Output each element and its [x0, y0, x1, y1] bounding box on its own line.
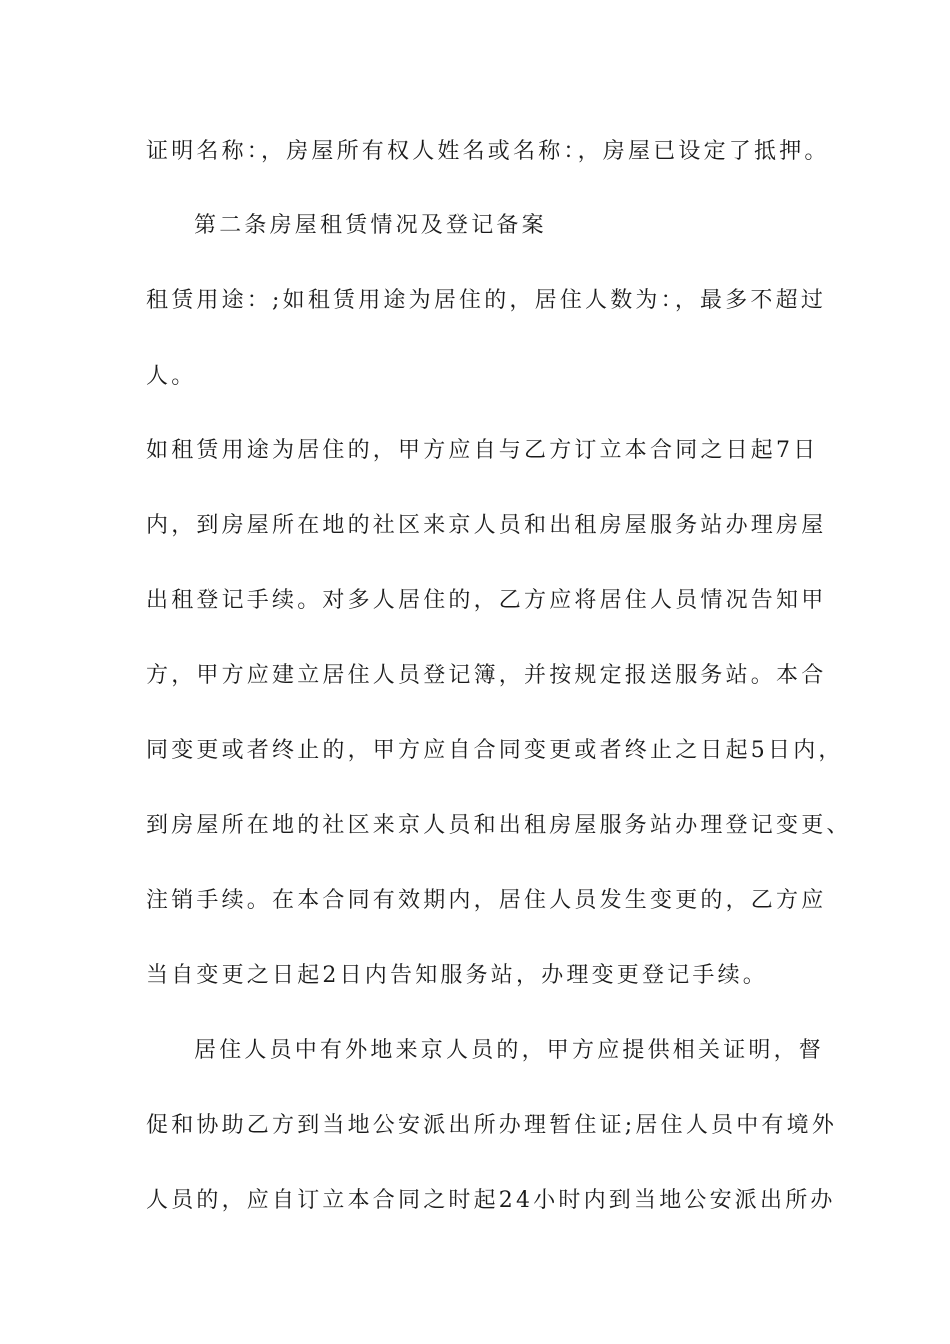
text-line: 人。 [146, 364, 197, 389]
text-line: 证明名称：，房屋所有权人姓名或名称：，房屋已设定了抵押。 [146, 139, 830, 164]
section-heading: 第二条房屋租赁情况及登记备案 [194, 213, 547, 238]
text-line: 注销手续。在本合同有效期内，居住人员发生变更的，乙方应 [146, 888, 827, 913]
text-line: 当自变更之日起2日内告知服务站，办理变更登记手续。 [146, 963, 768, 988]
text-line: 方，甲方应建立居住人员登记簿，并按规定报送服务站。本合 [146, 663, 827, 688]
text-line: 促和协助乙方到当地公安派出所办理暂住证;居住人员中有境外 [146, 1113, 838, 1138]
text-line: 内，到房屋所在地的社区来京人员和出租房屋服务站办理房屋 [146, 513, 827, 538]
text-line: 租赁用途：;如租赁用途为居住的，居住人数为：，最多不超过 [146, 288, 827, 313]
text-line: 人员的，应自订立本合同之时起24小时内到当地公安派出所办 [146, 1188, 836, 1213]
text-line: 同变更或者终止的，甲方应自合同变更或者终止之日起5日内， [146, 738, 844, 763]
text-line: 到房屋所在地的社区来京人员和出租房屋服务站办理登记变更、 [146, 813, 852, 838]
text-line: 出租登记手续。对多人居住的，乙方应将居住人员情况告知甲 [146, 588, 827, 613]
text-line: 如租赁用途为居住的，甲方应自与乙方订立本合同之日起7日 [146, 438, 819, 463]
text-line: 居住人员中有外地来京人员的，甲方应提供相关证明，督 [194, 1038, 825, 1063]
